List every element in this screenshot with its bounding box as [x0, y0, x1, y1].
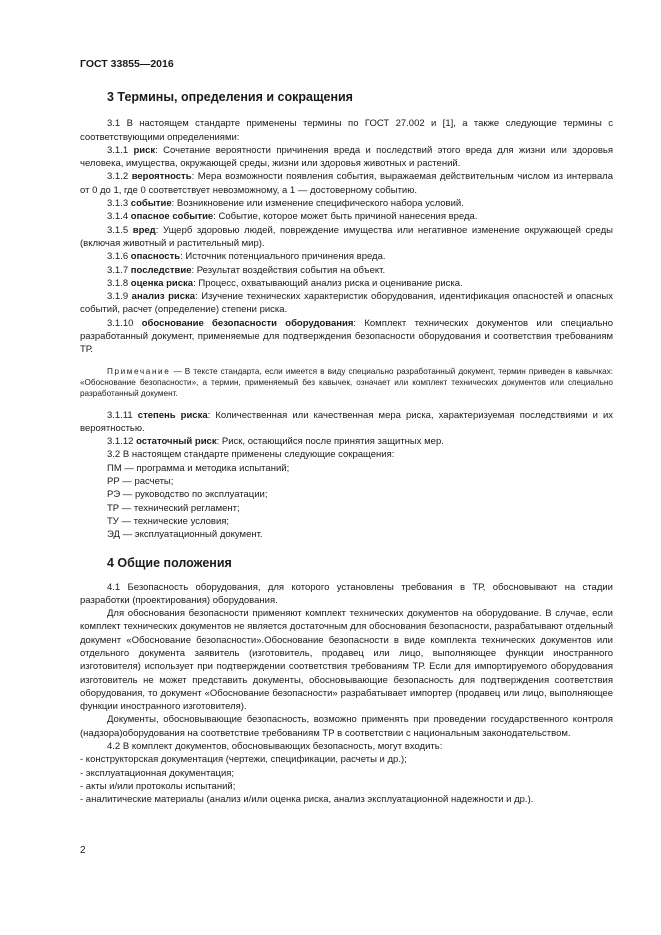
document-page [80, 58, 613, 807]
paragraph-4-1: 4.1 Безопасность оборудования, для которого установлены требования в ТР, обосновывают на стадии разработки (проектирования) оборудования. [80, 581, 613, 606]
paragraph-3-2: 3.2 В настоящем стандарте применены следующие сокращения: [107, 449, 395, 461]
term-3-1-2: 3.1.2 вероятность: Мера возможности появления события, выражаемая действительным числом из интервала от 0 до 1, где 0 соответствует невозможному, а 1 — достоверному событию. [80, 171, 613, 196]
abbreviation-item: ТР — технический регламент; [107, 502, 240, 514]
paragraph-4-1-b: Для обоснования безопасности применяют комплект технических документов на оборудование. В случае, если комплект технических документов не является достаточным для обоснования безопасности, разрабатывают отдельный документ «Обоснование безопасности».Обоснование безопасности в виде комплекта технических документов или отдельного документа заявитель (изготовитель, продавец или лицо, выполняющее функции иностранного изготовителя) использует при подтверждении соответствия требованиям ТР. Если для импортируемого оборудования изготовитель не может представить документы, обосновывающие безопасность для подтверждения соответствия оборудования, то документ «Обоснование безопасности» разрабатывает импортер (продавец или лицо, выполняющее функции иностранного изготовителя). [80, 608, 613, 713]
abbreviation-item: ПМ — программа и методика испытаний; [107, 462, 290, 474]
term-3-1-4: 3.1.4 опасное событие: Событие, которое может быть причиной нанесения вреда. [107, 211, 478, 223]
term-3-1-12: 3.1.12 остаточный риск: Риск, остающийся после принятия защитных мер. [107, 436, 444, 448]
term-3-1-5: 3.1.5 вред: Ущерб здоровью людей, повреждение имущества или негативное изменение окружающей среды (включая животный и растительный мир). [80, 224, 613, 249]
term-3-1-11: 3.1.11 степень риска: Количественная или качественная мера риска, характеризуемая последствиями и их вероятностью. [80, 409, 613, 434]
abbreviation-item: РЭ — руководство по эксплуатации; [107, 489, 268, 501]
section-3-title: 3 Термины, определения и сокращения [107, 90, 353, 105]
note-text: — В тексте стандарта, если имеется в виду специально разработанный документ, термин приведен в кавычках: «Обоснование безопасности», а термин, применяемый без кавычек, означает или комплект технических документов или специально разработанный документ. [80, 366, 613, 399]
page-number: 2 [80, 845, 86, 856]
abbreviation-item: ТУ — технические условия; [107, 515, 230, 527]
abbreviation-item: ЭД — эксплуатационный документ. [107, 529, 263, 541]
list-item: - конструкторская документация (чертежи, спецификации, расчеты и др.); [80, 754, 407, 766]
list-item: - акты и/или протоколы испытаний; [80, 780, 236, 792]
term-3-1-10: 3.1.10 обоснование безопасности оборудования: Комплект технических документов или специально разработанный документ, применяемые для подтверждения безопасности оборудования и соответствия требованиям ТР. [80, 317, 613, 356]
term-3-1-8: 3.1.8 оценка риска: Процесс, охватывающий анализ риска и оценивание риска. [107, 277, 463, 289]
section-4-title: 4 Общие положения [107, 555, 232, 570]
term-3-1-6: 3.1.6 опасность: Источник потенциального причинения вреда. [107, 251, 386, 263]
note [80, 366, 613, 400]
term-3-1-1: 3.1.1 риск: Сочетание вероятности причинения вреда и последствий этого вреда для жизни или здоровья человека, имущества, окружающей среды, жизни или здоровья животных и растений. [80, 144, 613, 170]
list-item: - аналитические материалы (анализ и/или оценка риска, анализ эксплуатационной надежности и др.). [80, 794, 534, 806]
list-item: - эксплуатационная документация; [80, 767, 235, 779]
term-3-1-7: 3.1.7 последствие: Результат воздействия события на объект. [107, 264, 386, 276]
paragraph-4-1-c: Документы, обосновывающие безопасность, возможно применять при проведении государственного контроля (надзора)оборудования на соответствие требованиям ТР в соответствии с национальным законодательством. [80, 714, 613, 739]
term-3-1-9: 3.1.9 анализ риска: Изучение технических характеристик оборудования, идентификация опасностей и опасных событий, расчет (определение) степени риска. [80, 291, 613, 316]
paragraph-3-1: 3.1 В настоящем стандарте применены термины по ГОСТ 27.002 и [1], а также следующие термины с соответствующими определениями: [80, 118, 613, 143]
document-header: ГОСТ 33855—2016 [80, 58, 174, 70]
note-label: Примечание [107, 366, 171, 376]
term-3-1-3: 3.1.3 событие: Возникновение или изменение специфического набора условий. [107, 198, 464, 210]
abbreviation-item: РР — расчеты; [107, 476, 174, 488]
paragraph-4-2: 4.2 В комплект документов, обосновывающих безопасность, могут входить: [107, 741, 443, 753]
